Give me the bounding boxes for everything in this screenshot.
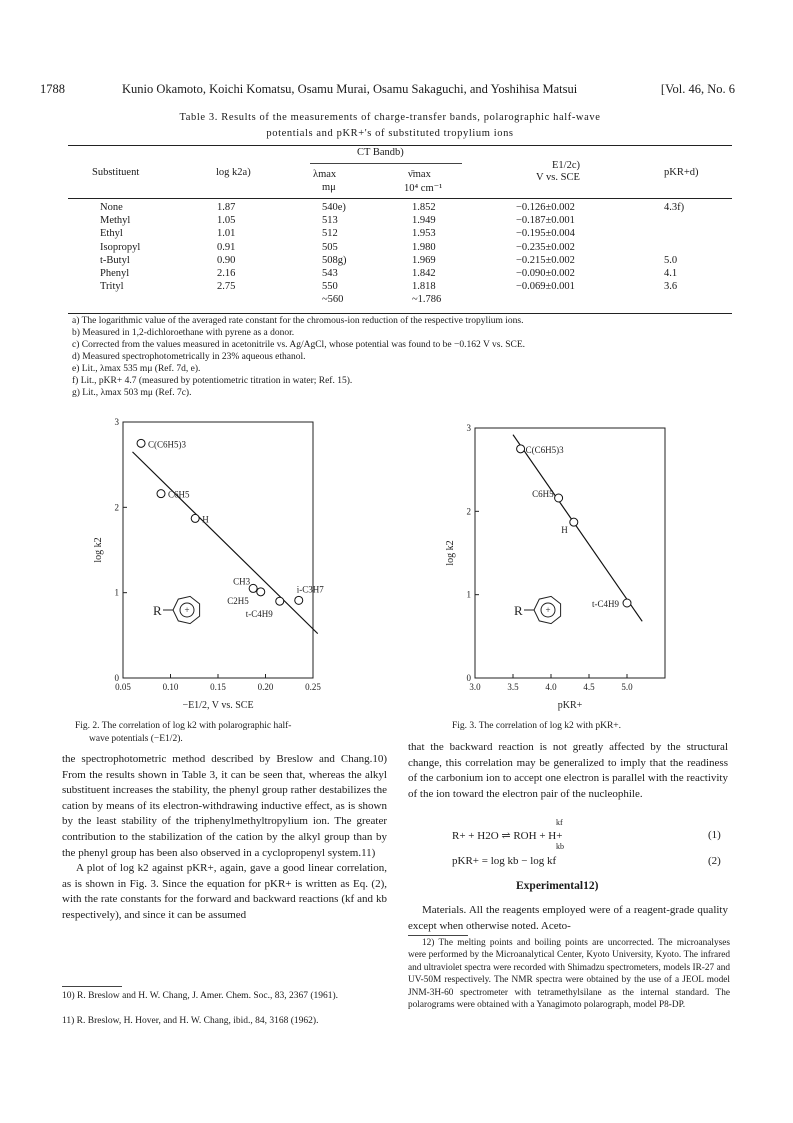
- x-axis-label: −E1/2, V vs. SCE: [182, 700, 254, 711]
- table-footnote: d) Measured spectrophotometrically in 23% aqueous ethanol.: [72, 352, 306, 362]
- table-caption-line1: Table 3. Results of the measurements of charge-transfer bands, polarographic half-wave: [179, 112, 601, 123]
- x-tick-label: 4.0: [545, 682, 557, 692]
- volume-info: [Vol. 46, No. 6: [660, 82, 735, 96]
- col-header-substituent: Substituent: [92, 167, 140, 178]
- figure-3-plot: [445, 423, 665, 711]
- y-tick-label: 0: [114, 673, 119, 683]
- note-rule: [408, 935, 468, 936]
- r-group-label: R: [153, 603, 162, 618]
- equation-1-number: (1): [708, 829, 721, 841]
- cell-e12: −0.126±0.002: [516, 202, 575, 213]
- tropylium-structure: [153, 596, 200, 623]
- cell-substituent: Isopropyl: [100, 241, 141, 253]
- point-label: H: [561, 525, 568, 536]
- table-caption-line2: potentials and pKR+'s of substituted tropylium ions: [266, 128, 514, 139]
- col-header-numax: ν̄max: [408, 169, 431, 180]
- data-point: [623, 599, 631, 607]
- data-point: [555, 494, 563, 502]
- table-footnote: a) The logarithmic value of the averaged rate constant for the chromous-ion reduction of the respective tropylium ions.: [72, 316, 524, 326]
- cell-pkr: 4.3f): [664, 202, 685, 213]
- cell-numax: 1.842: [412, 268, 436, 279]
- x-tick-label: 4.5: [583, 682, 595, 692]
- section-title-experimental: Experimental12): [516, 880, 599, 892]
- x-tick-label: 0.20: [257, 682, 274, 692]
- x-tick-label: 0.10: [162, 682, 179, 692]
- cell-numax: 1.818: [412, 281, 436, 293]
- cell-substituent: Methyl: [100, 215, 131, 227]
- y-tick-label: 1: [114, 587, 119, 598]
- left-para-2: A plot of log k2 against pKR+, again, gave a good linear correlation, as is shown in Fig. 3. Since the equation for pKR+ is written as Eq. (2), with the rate constants for the forward and backward reactions (kf and kb respectively), and since it can be assumed: [62, 862, 387, 921]
- cell-lmax: 540e): [322, 202, 346, 213]
- cell-numax: 1.953: [412, 228, 436, 240]
- cell-lmax: 550: [322, 281, 338, 293]
- equation-1-kf: kf: [556, 818, 563, 827]
- col-header-logk2: log k2a): [216, 167, 251, 178]
- col-header-numax-unit: 10⁴ cm⁻¹: [404, 183, 443, 194]
- cell-numax: 1.852: [412, 202, 436, 213]
- x-tick-label: 0.05: [115, 682, 131, 692]
- cell-pkr: 5.0: [664, 254, 678, 266]
- figure-2-caption-line2: wave potentials (−E1/2).: [89, 734, 183, 744]
- regression-line: [513, 435, 642, 622]
- point-label: C(C6H5)3: [525, 444, 564, 455]
- data-point: [249, 584, 257, 592]
- cell-lmax: 508g): [322, 254, 347, 266]
- cell-lmax: 543: [322, 268, 338, 279]
- data-point: [570, 518, 578, 526]
- table-footnote: g) Lit., λmax 503 mμ (Ref. 7c).: [72, 388, 192, 398]
- cell-substituent: t-Butyl: [100, 254, 130, 266]
- cell-e12: −0.235±0.002: [516, 241, 575, 253]
- cell-lmax: 512: [322, 228, 338, 240]
- table-caption: [40, 110, 740, 142]
- reference-10: 10) R. Breslow and H. W. Chang, J. Amer. Chem. Soc., 83, 2367 (1961).: [62, 991, 339, 1001]
- figure-2-chart: [95, 410, 335, 715]
- table-footnote: f) Lit., pKR+ 4.7 (measured by potentiometric titration in water; Ref. 15).: [72, 376, 353, 386]
- col-header-lmax: λmax: [313, 169, 337, 180]
- col-header-e12-ref: V vs. SCE: [536, 172, 580, 183]
- cell-lmax: 513: [322, 215, 338, 227]
- equation-1-kb: kb: [556, 842, 564, 851]
- x-tick-label: 3.5: [507, 682, 519, 692]
- data-point: [191, 514, 199, 522]
- y-tick-label: 3: [114, 417, 119, 427]
- y-axis-label: log k2: [445, 540, 456, 566]
- cell-logk2: 2.75: [217, 281, 236, 293]
- point-label: t-C4H9: [592, 599, 619, 609]
- table-bottom-rule: [68, 313, 732, 314]
- point-label: H: [202, 514, 209, 525]
- point-label: C(C6H5)3: [148, 439, 187, 450]
- plus-charge: +: [184, 605, 190, 615]
- footnote-rule: [62, 986, 122, 987]
- cell-logk2: 0.90: [217, 254, 236, 266]
- data-point: [257, 588, 265, 596]
- equation-2-number: (2): [708, 855, 721, 867]
- point-label: CH3: [233, 576, 251, 587]
- equation-1: [452, 829, 562, 842]
- equation-2: pKR+ = log kb − log kf: [452, 855, 557, 867]
- y-tick-label: 1: [466, 589, 471, 600]
- cell-numax: 1.969: [412, 254, 436, 266]
- cell-pkr: 3.6: [664, 281, 678, 293]
- y-tick-label: 3: [466, 423, 471, 433]
- tropylium-structure: [514, 596, 561, 623]
- col-header-lmax-unit: mμ: [322, 182, 336, 193]
- col-header-e12: E1/2c): [552, 160, 580, 171]
- cell-lmax: ~560: [322, 294, 344, 306]
- cell-substituent: Phenyl: [100, 268, 130, 279]
- cell-logk2: 1.01: [217, 228, 236, 240]
- right-para-1: that the backward reaction is not greatly affected by the structural change, this correlation may be generalized to imply that the readiness of the carbonium ion to accept one electron is parallel with the reactivity of the ion toward the electron pair of the nucleophile.: [408, 741, 728, 800]
- cell-lmax: 505: [322, 241, 338, 253]
- data-point: [276, 597, 284, 605]
- data-point: [517, 445, 525, 453]
- table-footnote: c) Corrected from the values measured in acetonitrile vs. Ag/AgCl, whose potential was found to be −0.162 V vs. SCE.: [72, 340, 526, 350]
- cell-logk2: 1.87: [217, 202, 236, 213]
- x-tick-label: 0.25: [305, 682, 321, 692]
- table-footnote: e) Lit., λmax 535 mμ (Ref. 7d, e).: [72, 364, 201, 374]
- note-12: 12) The melting points and boiling points are uncorrected. The microanalyses were performed by the Microanalytical Center, Kyoto University, Kyoto. The infrared and ultraviolet spectra were recorded with Shimadzu spectrometers, models IR-27 and UV-50M respectively. The NMR spectra were obtained by the use of a JEOL model JNM-3H-60 spectrometer with tetramethylsilane as the internal standard. The polarograms were obtained with a Yanagimoto polarograph, model P8-DP.: [408, 938, 730, 1011]
- cell-e12: −0.069±0.001: [516, 281, 575, 293]
- x-tick-label: 0.15: [210, 682, 226, 692]
- cell-numax: ~1.786: [412, 294, 442, 306]
- equation-1-body: R+ + H2O ⇌ ROH + H+: [452, 830, 563, 842]
- plot-frame: [123, 422, 313, 678]
- y-tick-label: 2: [114, 502, 119, 513]
- cell-substituent: Ethyl: [100, 228, 123, 240]
- cell-e12: −0.195±0.004: [516, 228, 575, 240]
- right-column-text: [408, 740, 728, 802]
- r-group-label: R: [514, 603, 523, 618]
- col-header-pkr: pKR+d): [664, 167, 699, 178]
- table-top-rule: [68, 145, 732, 146]
- point-label: t-C4H9: [245, 609, 273, 620]
- cell-e12: −0.090±0.002: [516, 268, 575, 279]
- cell-e12: −0.187±0.001: [516, 215, 575, 227]
- point-label: C6H5: [532, 489, 554, 499]
- x-axis-label: pKR+: [557, 700, 583, 711]
- cell-substituent: Trityl: [100, 281, 124, 293]
- cell-numax: 1.980: [412, 241, 436, 253]
- ct-band-rule: [310, 163, 462, 164]
- point-label: C6H5: [168, 489, 190, 500]
- col-header-ct-band: CT Bandb): [357, 147, 404, 158]
- cell-substituent: None: [100, 202, 123, 213]
- figure-3-chart: [440, 410, 690, 715]
- cell-pkr: 4.1: [664, 268, 678, 279]
- data-point: [137, 439, 145, 447]
- y-tick-label: 2: [466, 506, 471, 517]
- figure-3-caption: Fig. 3. The correlation of log k2 with pKR+.: [452, 721, 622, 731]
- point-label: i-C3H7: [296, 584, 324, 595]
- cell-logk2: 0.91: [217, 241, 236, 253]
- author-list: Kunio Okamoto, Koichi Komatsu, Osamu Murai, Osamu Sakaguchi, and Yoshihisa Matsui: [122, 82, 578, 96]
- cell-e12: −0.215±0.002: [516, 254, 575, 266]
- x-tick-label: 3.0: [469, 682, 481, 692]
- y-tick-label: 0: [466, 673, 471, 683]
- figure-2-caption: [75, 720, 330, 746]
- data-point: [295, 596, 303, 604]
- plus-charge: +: [545, 605, 551, 615]
- table-footnote: b) Measured in 1,2-dichloroethane with pyrene as a donor.: [72, 328, 295, 338]
- cell-logk2: 2.16: [217, 268, 236, 279]
- page-number: 1788: [40, 82, 65, 96]
- experimental-text: Materials. All the reagents employed were of a reagent-grade quality except when otherwise noted. Aceto-: [408, 904, 728, 932]
- point-label: C2H5: [227, 595, 249, 606]
- reference-11: 11) R. Breslow, H. Hover, and H. W. Chang, ibid., 84, 3168 (1962).: [62, 1016, 319, 1026]
- x-tick-label: 5.0: [621, 682, 633, 692]
- figure-2-plot: [93, 417, 324, 711]
- cell-numax: 1.949: [412, 215, 436, 227]
- y-axis-label: log k2: [93, 537, 104, 563]
- table-header-rule: [68, 198, 732, 199]
- left-column-text: [62, 752, 387, 924]
- data-point: [157, 490, 165, 498]
- left-para-1: the spectrophotometric method described by Breslow and Chang.10) From the results shown in Table 3, it can be seen that, whereas the alkyl substituent increases the stability, the phenyl group rather destabilizes the cation by means of its electron-withdrawing inductive effect, as is shown by the least stability of the triphenylmethyltropylium ion. The greater contribution to the stabilization of the cation by the alkyl group than by the phenyl group has been also observed in a cyclopropenyl system.11): [62, 753, 387, 859]
- figure-2-caption-line1: Fig. 2. The correlation of log k2 with polarographic half-: [75, 721, 292, 731]
- cell-logk2: 1.05: [217, 215, 236, 227]
- plot-frame: [475, 428, 665, 678]
